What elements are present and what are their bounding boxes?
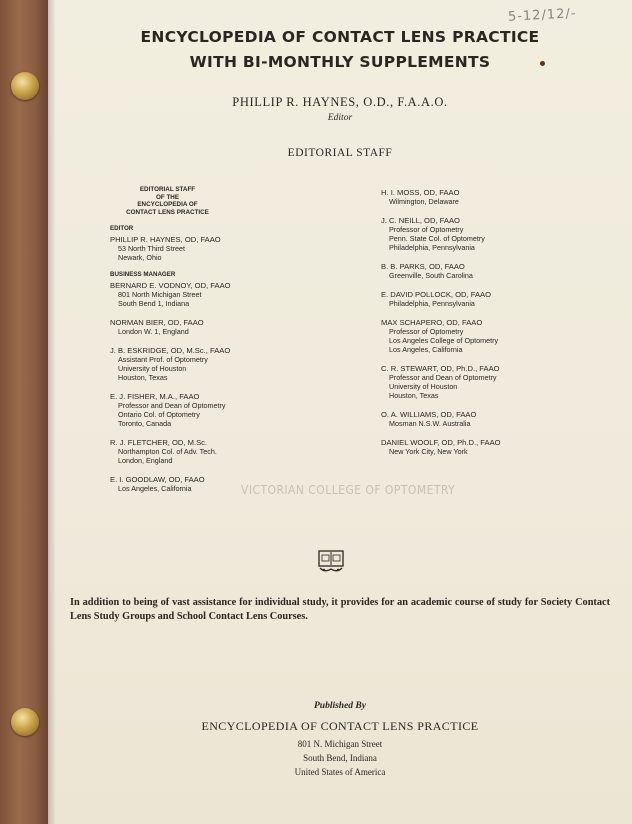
staff-entry xyxy=(381,290,611,308)
staff-name: J. B. ESKRIDGE, OD, M.Sc., FAAO xyxy=(110,346,231,356)
staff-detail-line: Professor and Dean of Optometry xyxy=(389,373,497,382)
editor-role: Editor xyxy=(327,113,353,123)
staff-detail-line: 801 North Michigan Street xyxy=(118,290,202,300)
staff-block-heading: EDITORIAL STAFF OF THE ENCYCLOPEDIA OF CONTACT LENS PRACTICE xyxy=(126,186,209,216)
staff-entry xyxy=(110,281,340,308)
staff-entry xyxy=(110,438,340,465)
staff-role-label: EDITOR xyxy=(110,225,134,233)
staff-detail-line: University of Houston xyxy=(118,364,187,374)
staff-name: H. I. MOSS, OD, FAAO xyxy=(381,188,460,197)
staff-detail-line: Houston, Texas xyxy=(389,391,439,400)
staff-name: NORMAN BIER, OD, FAAO xyxy=(110,318,204,328)
publisher-address-street: 801 N. Michigan Street xyxy=(297,739,383,749)
staff-name: E. J. FISHER, M.A., FAAO xyxy=(110,392,200,402)
publisher-name: ENCYCLOPEDIA OF CONTACT LENS PRACTICE xyxy=(201,719,479,733)
staff-detail-line: Houston, Texas xyxy=(118,373,168,383)
staff-entry xyxy=(110,392,340,428)
top-rivet xyxy=(11,72,39,100)
staff-entry xyxy=(110,346,340,382)
staff-detail-line: Philadelphia, Pennsylvania xyxy=(389,243,475,252)
staff-entry xyxy=(381,318,611,354)
staff-name: E. I. GOODLAW, OD, FAAO xyxy=(110,475,205,485)
staff-detail-line: Toronto, Canada xyxy=(118,419,172,429)
publisher-address-city: South Bend, Indiana xyxy=(303,753,377,763)
staff-detail-line: Los Angeles College of Optometry xyxy=(389,336,499,345)
staff-name: PHILLIP R. HAYNES, OD, FAAO xyxy=(110,235,221,245)
library-stamp: VICTORIAN COLLEGE OF OPTOMETRY xyxy=(241,483,456,497)
editorial-staff-heading: EDITORIAL STAFF xyxy=(287,147,393,159)
staff-entry xyxy=(381,438,611,456)
staff-detail-line: 53 North Third Street xyxy=(118,244,185,254)
binder-strip xyxy=(0,0,48,824)
staff-detail-line: Professor and Dean of Optometry xyxy=(118,401,226,411)
staff-detail-line: Professor of Optometry xyxy=(389,327,464,336)
document-title-line1: ENCYCLOPEDIA OF CONTACT LENS PRACTICE xyxy=(140,28,540,46)
staff-entry xyxy=(381,216,611,252)
staff-detail-line: Ontario Col. of Optometry xyxy=(118,410,200,420)
staff-name: C. R. STEWART, OD, Ph.D., FAAO xyxy=(381,364,500,373)
staff-detail-line: Northampton Col. of Adv. Tech. xyxy=(118,447,217,457)
staff-entry xyxy=(381,364,611,400)
staff-entry xyxy=(110,318,340,336)
bottom-rivet xyxy=(11,708,39,736)
staff-detail-line: Mosman N.S.W. Australia xyxy=(389,419,471,428)
description-paragraph: In addition to being of vast assistance for individual study, it provides for an academic course of study for Society Contact Lens Study Groups and School Contact Lens Courses. xyxy=(70,597,610,622)
document-title-line2: WITH BI-MONTHLY SUPPLEMENTS xyxy=(189,53,491,71)
staff-detail-line: Penn. State Col. of Optometry xyxy=(389,234,485,243)
staff-name: DANIEL WOOLF, OD, Ph.D., FAAO xyxy=(381,438,501,447)
staff-role-label: BUSINESS MANAGER xyxy=(110,271,176,279)
staff-name: MAX SCHAPERO, OD, FAAO xyxy=(381,318,483,327)
staff-detail-line: London W. 1, England xyxy=(118,327,189,337)
staff-entry xyxy=(381,188,611,206)
staff-name: J. C. NEILL, OD, FAAO xyxy=(381,216,460,225)
staff-name: O. A. WILLIAMS, OD, FAAO xyxy=(381,410,477,419)
staff-name: B. B. PARKS, OD, FAAO xyxy=(381,262,465,271)
staff-name: E. DAVID POLLOCK, OD, FAAO xyxy=(381,290,491,299)
staff-detail-line: Philadelphia, Pennsylvania xyxy=(389,299,475,308)
staff-detail-line: Wilmington, Delaware xyxy=(389,197,459,206)
staff-detail-line: New York City, New York xyxy=(389,447,468,456)
published-by-label: Published By xyxy=(314,701,366,711)
staff-entry xyxy=(381,262,611,280)
staff-entry xyxy=(381,410,611,428)
staff-column-left xyxy=(110,186,340,493)
staff-detail-line: Los Angeles, California xyxy=(118,484,192,494)
staff-column-right xyxy=(381,186,611,456)
editor-name: PHILLIP R. HAYNES, O.D., F.A.A.O. xyxy=(232,95,448,109)
book-emblem-icon xyxy=(318,550,344,574)
publisher-address-country: United States of America xyxy=(294,767,386,777)
staff-detail-line: Newark, Ohio xyxy=(118,253,162,263)
staff-detail-line: South Bend 1, Indiana xyxy=(118,299,190,309)
staff-entry xyxy=(110,235,340,262)
staff-detail-line: Professor of Optometry xyxy=(389,225,464,234)
staff-detail-line: London, England xyxy=(118,456,173,466)
staff-name: BERNARD E. VODNOY, OD, FAAO xyxy=(110,281,231,291)
staff-detail-line: University of Houston xyxy=(389,382,458,391)
staff-detail-line: Los Angeles, California xyxy=(389,345,463,354)
staff-detail-line: Assistant Prof. of Optometry xyxy=(118,355,208,365)
staff-detail-line: Greenville, South Carolina xyxy=(389,271,473,280)
handwritten-note: 5-12/12/- xyxy=(507,6,577,25)
staff-name: R. J. FLETCHER, OD, M.Sc. xyxy=(110,438,208,448)
